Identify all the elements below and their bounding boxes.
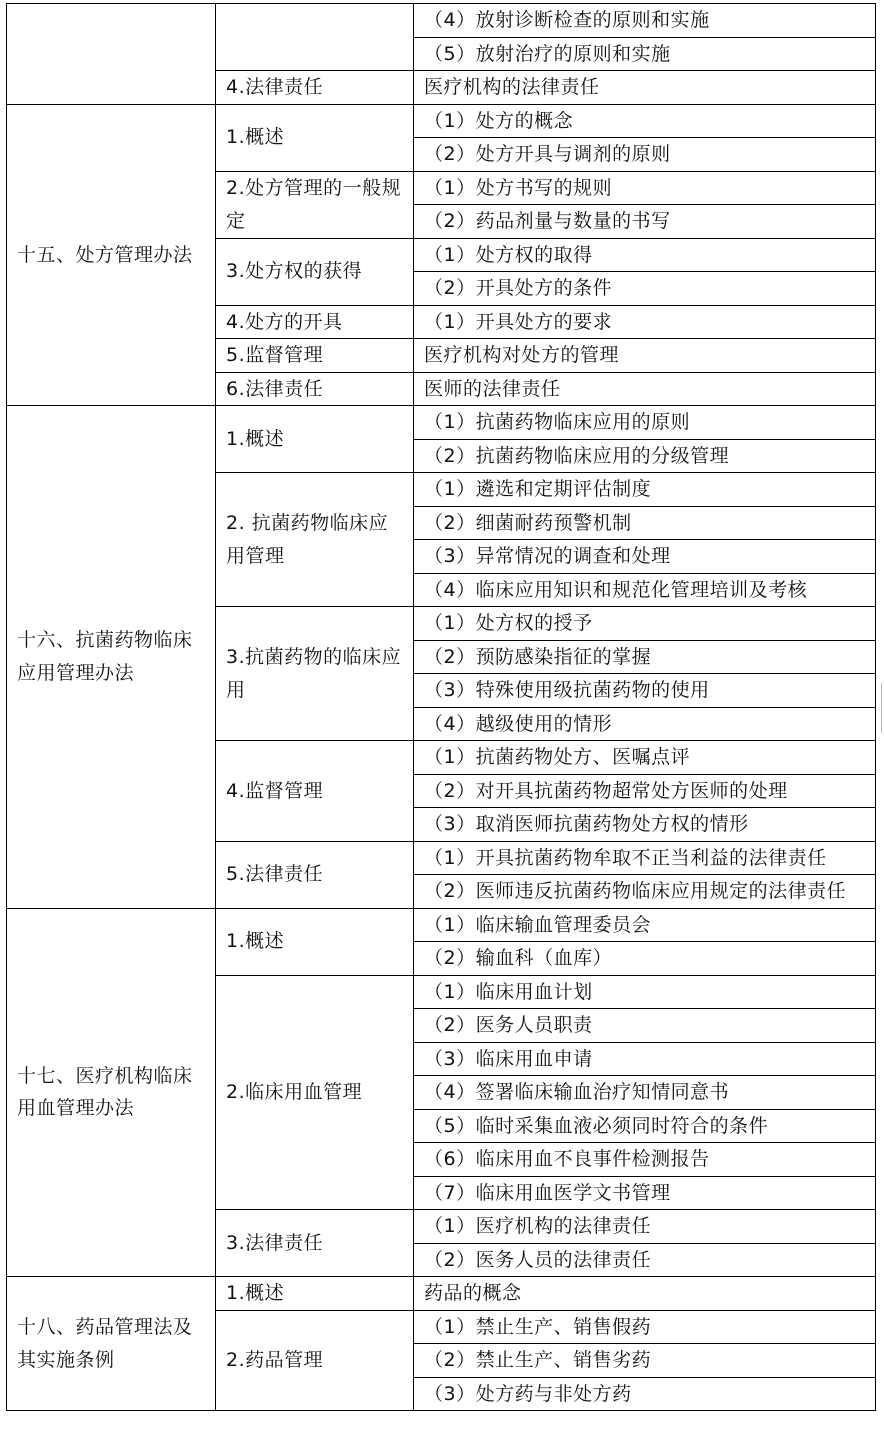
outline-table	[6, 3, 876, 1411]
topic-cell: 2.临床用血管理	[216, 975, 414, 1210]
point-cell: （1）处方的概念	[414, 104, 876, 138]
section-title-cell: 十七、医疗机构临床用血管理办法	[7, 908, 216, 1277]
point-cell: 医疗机构的法律责任	[414, 71, 876, 105]
point-cell: （5）临时采集血液必须同时符合的条件	[414, 1109, 876, 1143]
point-cell: （1）抗菌药物处方、医嘱点评	[414, 741, 876, 775]
point-cell: （1）医疗机构的法律责任	[414, 1210, 876, 1244]
topic-cell: 2. 抗菌药物临床应用管理	[216, 473, 414, 607]
point-cell: （3）特殊使用级抗菌药物的使用	[414, 674, 876, 708]
topic-cell: 5.监督管理	[216, 339, 414, 373]
topic-cell: 1.概述	[216, 406, 414, 473]
table-row	[7, 104, 876, 138]
table-row	[7, 406, 876, 440]
topic-cell: 4.处方的开具	[216, 305, 414, 339]
point-cell: 药品的概念	[414, 1277, 876, 1311]
point-cell: （3）处方药与非处方药	[414, 1377, 876, 1411]
point-cell: （6）临床用血不良事件检测报告	[414, 1143, 876, 1177]
topic-cell: 4.监督管理	[216, 741, 414, 842]
point-cell: （2）输血科（血库）	[414, 942, 876, 976]
topic-cell: 3.处方权的获得	[216, 238, 414, 305]
point-cell: （2）医师违反抗菌药物临床应用规定的法律责任	[414, 875, 876, 909]
point-cell: （3）异常情况的调查和处理	[414, 540, 876, 574]
topic-cell: 4.法律责任	[216, 71, 414, 105]
point-cell: （1）临床用血计划	[414, 975, 876, 1009]
point-cell: （1）抗菌药物临床应用的原则	[414, 406, 876, 440]
section-title-cell: 十五、处方管理办法	[7, 104, 216, 406]
point-cell: 医师的法律责任	[414, 372, 876, 406]
topic-cell: 5.法律责任	[216, 841, 414, 908]
topic-cell: 3.法律责任	[216, 1210, 414, 1277]
point-cell: （2）预防感染指征的掌握	[414, 640, 876, 674]
table-row	[7, 1277, 876, 1311]
point-cell: （2）处方开具与调剂的原则	[414, 138, 876, 172]
point-cell: （1）开具抗菌药物牟取不正当利益的法律责任	[414, 841, 876, 875]
topic-cell: 3.抗菌药物的临床应用	[216, 607, 414, 741]
point-cell: （1）遴选和定期评估制度	[414, 473, 876, 507]
point-cell: （2）医务人员职责	[414, 1009, 876, 1043]
table-row	[7, 908, 876, 942]
point-cell: （2）对开具抗菌药物超常处方医师的处理	[414, 774, 876, 808]
point-cell: （2）医务人员的法律责任	[414, 1243, 876, 1277]
topic-cell: 1.概述	[216, 908, 414, 975]
topic-cell	[216, 4, 414, 71]
point-cell: 医疗机构对处方的管理	[414, 339, 876, 373]
point-cell: （1）处方权的取得	[414, 238, 876, 272]
topic-cell: 1.概述	[216, 1277, 414, 1311]
section-title-cell: 十六、抗菌药物临床应用管理办法	[7, 406, 216, 909]
point-cell: （4）临床应用知识和规范化管理培训及考核	[414, 573, 876, 607]
point-cell: （2）禁止生产、销售劣药	[414, 1344, 876, 1378]
point-cell: （2）抗菌药物临床应用的分级管理	[414, 439, 876, 473]
point-cell: （1）禁止生产、销售假药	[414, 1310, 876, 1344]
point-cell: （4）签署临床输血治疗知情同意书	[414, 1076, 876, 1110]
point-cell: （2）药品剂量与数量的书写	[414, 205, 876, 239]
point-cell: （2）开具处方的条件	[414, 272, 876, 306]
point-cell: （1）处方书写的规则	[414, 171, 876, 205]
point-cell: （4）越级使用的情形	[414, 707, 876, 741]
point-cell: （2）细菌耐药预警机制	[414, 506, 876, 540]
point-cell: （1）开具处方的要求	[414, 305, 876, 339]
point-cell: （5）放射治疗的原则和实施	[414, 37, 876, 71]
point-cell: （7）临床用血医学文书管理	[414, 1176, 876, 1210]
topic-cell: 2.药品管理	[216, 1310, 414, 1411]
point-cell: （3）临床用血申请	[414, 1042, 876, 1076]
table-row	[7, 4, 876, 38]
point-cell: （1）临床输血管理委员会	[414, 908, 876, 942]
point-cell: （1）处方权的授予	[414, 607, 876, 641]
page-edge-mark	[877, 683, 882, 733]
point-cell: （4）放射诊断检查的原则和实施	[414, 4, 876, 38]
point-cell: （3）取消医师抗菌药物处方权的情形	[414, 808, 876, 842]
topic-cell: 1.概述	[216, 104, 414, 171]
topic-cell: 2.处方管理的一般规定	[216, 171, 414, 238]
section-title-cell	[7, 4, 216, 105]
topic-cell: 6.法律责任	[216, 372, 414, 406]
section-title-cell: 十八、药品管理法及其实施条例	[7, 1277, 216, 1411]
outline-table-body	[7, 4, 876, 1411]
